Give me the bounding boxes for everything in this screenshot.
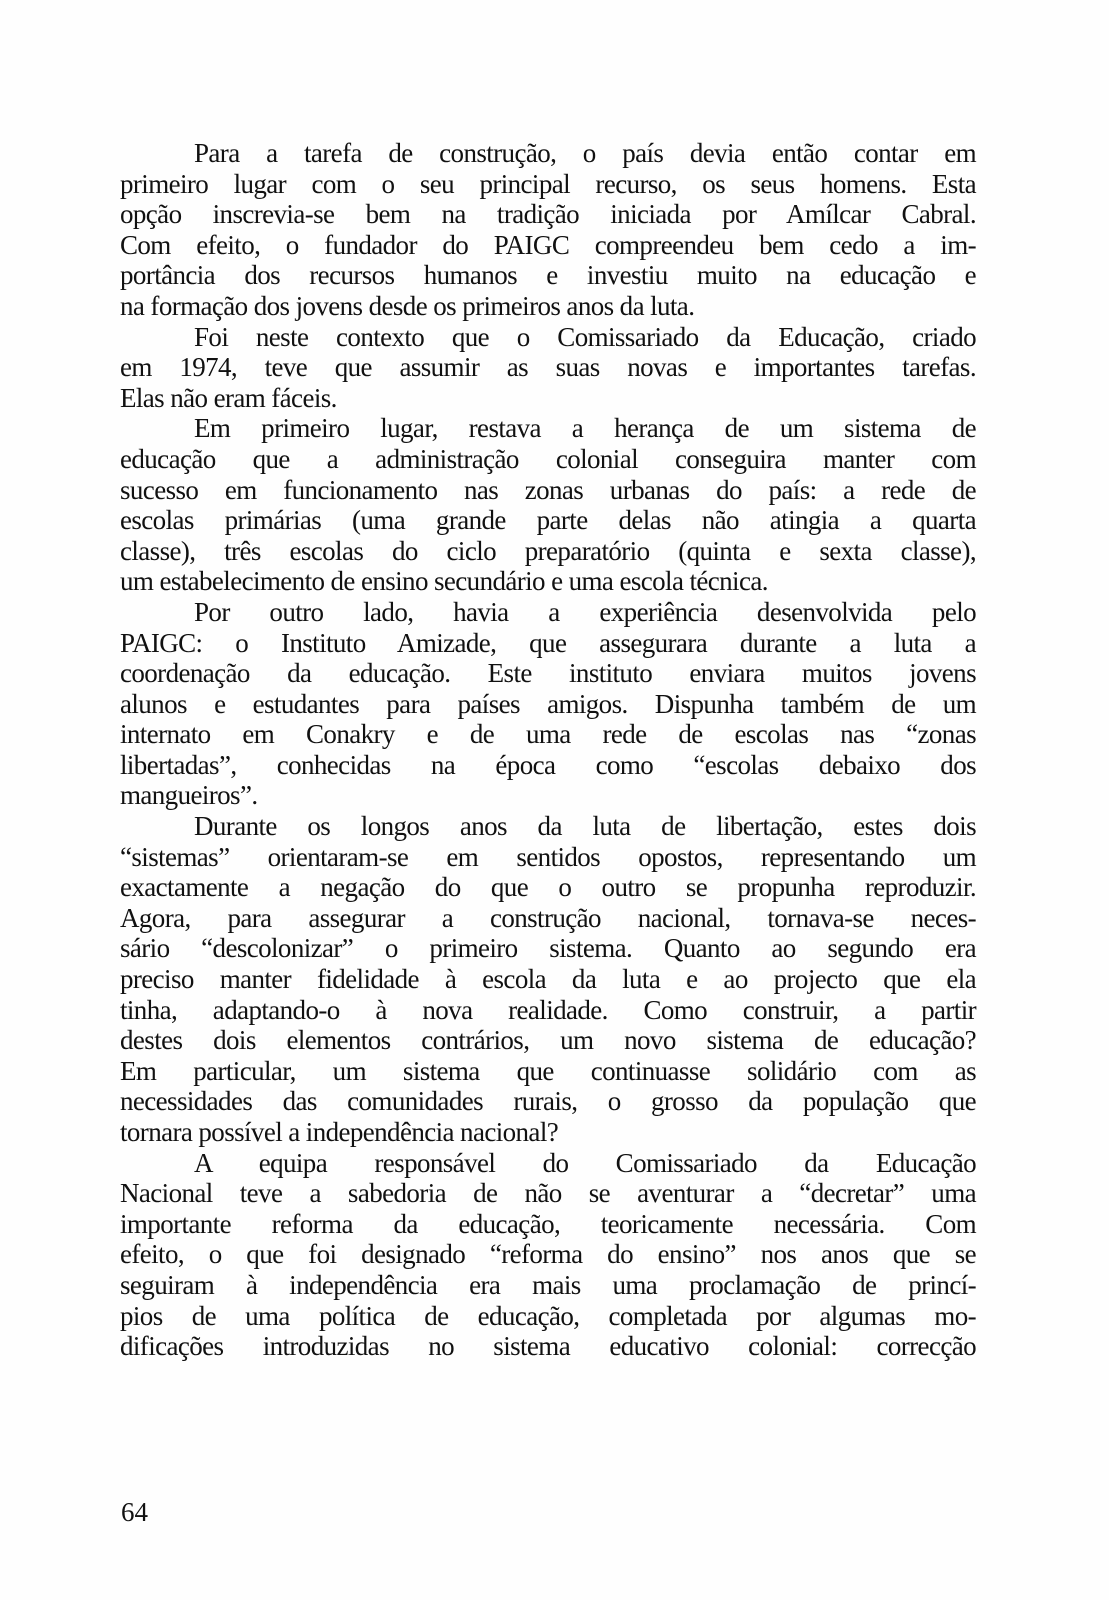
text-line: tinha, adaptando-o à nova realidade. Como construir, a partir bbox=[120, 994, 976, 1025]
text-line: Foi neste contexto que o Comissariado da Educação, criado bbox=[194, 321, 976, 352]
text-line: Com efeito, o fundador do PAIGC compreendeu bem cedo a im- bbox=[120, 229, 976, 260]
text-line: destes dois elementos contrários, um novo sistema de educação? bbox=[120, 1025, 976, 1056]
text-line: efeito, o que foi designado “reforma do ensino” nos anos que se bbox=[120, 1239, 976, 1270]
text-line: opção inscrevia-se bem na tradição iniciada por Amílcar Cabral. bbox=[120, 199, 976, 230]
text-line: Durante os longos anos da luta de libertação, estes dois bbox=[194, 811, 976, 842]
text-line: exactamente a negação do que o outro se propunha reproduzir. bbox=[120, 872, 976, 903]
text-line: importante reforma da educação, teoricamente necessária. Com bbox=[120, 1208, 976, 1239]
text-line: portância dos recursos humanos e investiu muito na educação e bbox=[120, 260, 976, 291]
text-line: sucesso em funcionamento nas zonas urbanas do país: a rede de bbox=[120, 474, 976, 505]
text-line: PAIGC: o Instituto Amizade, que assegurara durante a luta a bbox=[120, 627, 976, 658]
text-line: educação que a administração colonial conseguira manter com bbox=[120, 443, 976, 474]
text-line: escolas primárias (uma grande parte delas não atingia a quarta bbox=[120, 505, 976, 536]
text-line: classe), três escolas do ciclo preparatório (quinta e sexta classe), bbox=[120, 535, 976, 566]
text-line: Elas não eram fáceis. bbox=[120, 382, 337, 413]
text-line: seguiram à independência era mais uma proclamação de princí- bbox=[120, 1269, 976, 1300]
text-line: Por outro lado, havia a experiência desenvolvida pelo bbox=[194, 596, 976, 627]
text-line: Em primeiro lugar, restava a herança de um sistema de bbox=[194, 413, 976, 444]
text-line: “sistemas” orientaram-se em sentidos opostos, representando um bbox=[120, 841, 976, 872]
page-number: 64 bbox=[121, 1497, 148, 1527]
text-line: dificações introduzidas no sistema educativo colonial: correcção bbox=[120, 1331, 976, 1362]
text-line: pios de uma política de educação, completada por algumas mo- bbox=[120, 1300, 976, 1331]
text-line: um estabelecimento de ensino secundário e uma escola técnica. bbox=[120, 566, 768, 597]
text-line: tornara possível a independência nacional? bbox=[120, 1117, 559, 1147]
text-line: Para a tarefa de construção, o país devia então contar em bbox=[194, 138, 976, 168]
text-line: em 1974, teve que assumir as suas novas e importantes tarefas. bbox=[120, 352, 976, 383]
text-line: internato em Conakry e de uma rede de escolas nas “zonas bbox=[120, 719, 976, 750]
text-line: alunos e estudantes para países amigos. Dispunha também de um bbox=[120, 688, 976, 719]
text-line: Em particular, um sistema que continuasse solidário com as bbox=[120, 1055, 976, 1086]
text-line: na formação dos jovens desde os primeiros anos da luta. bbox=[120, 290, 695, 321]
body-text bbox=[120, 138, 976, 1362]
text-line: A equipa responsável do Comissariado da Educação bbox=[194, 1147, 976, 1178]
text-line: necessidades das comunidades rurais, o grosso da população que bbox=[120, 1086, 976, 1117]
text-line: libertadas”, conhecidas na época como “escolas debaixo dos bbox=[120, 749, 976, 780]
text-line: Nacional teve a sabedoria de não se aventurar a “decretar” uma bbox=[120, 1178, 976, 1209]
text-line: preciso manter fidelidade à escola da luta e ao projecto que ela bbox=[120, 964, 976, 995]
text-line: sário “descolonizar” o primeiro sistema. Quanto ao segundo era bbox=[120, 933, 976, 964]
text-line: mangueiros”. bbox=[120, 780, 258, 811]
text-line: primeiro lugar com o seu principal recurso, os seus homens. Esta bbox=[120, 168, 976, 199]
text-line: Agora, para assegurar a construção nacional, tornava-se neces- bbox=[120, 902, 976, 933]
text-line: coordenação da educação. Este instituto enviara muitos jovens bbox=[120, 658, 976, 689]
